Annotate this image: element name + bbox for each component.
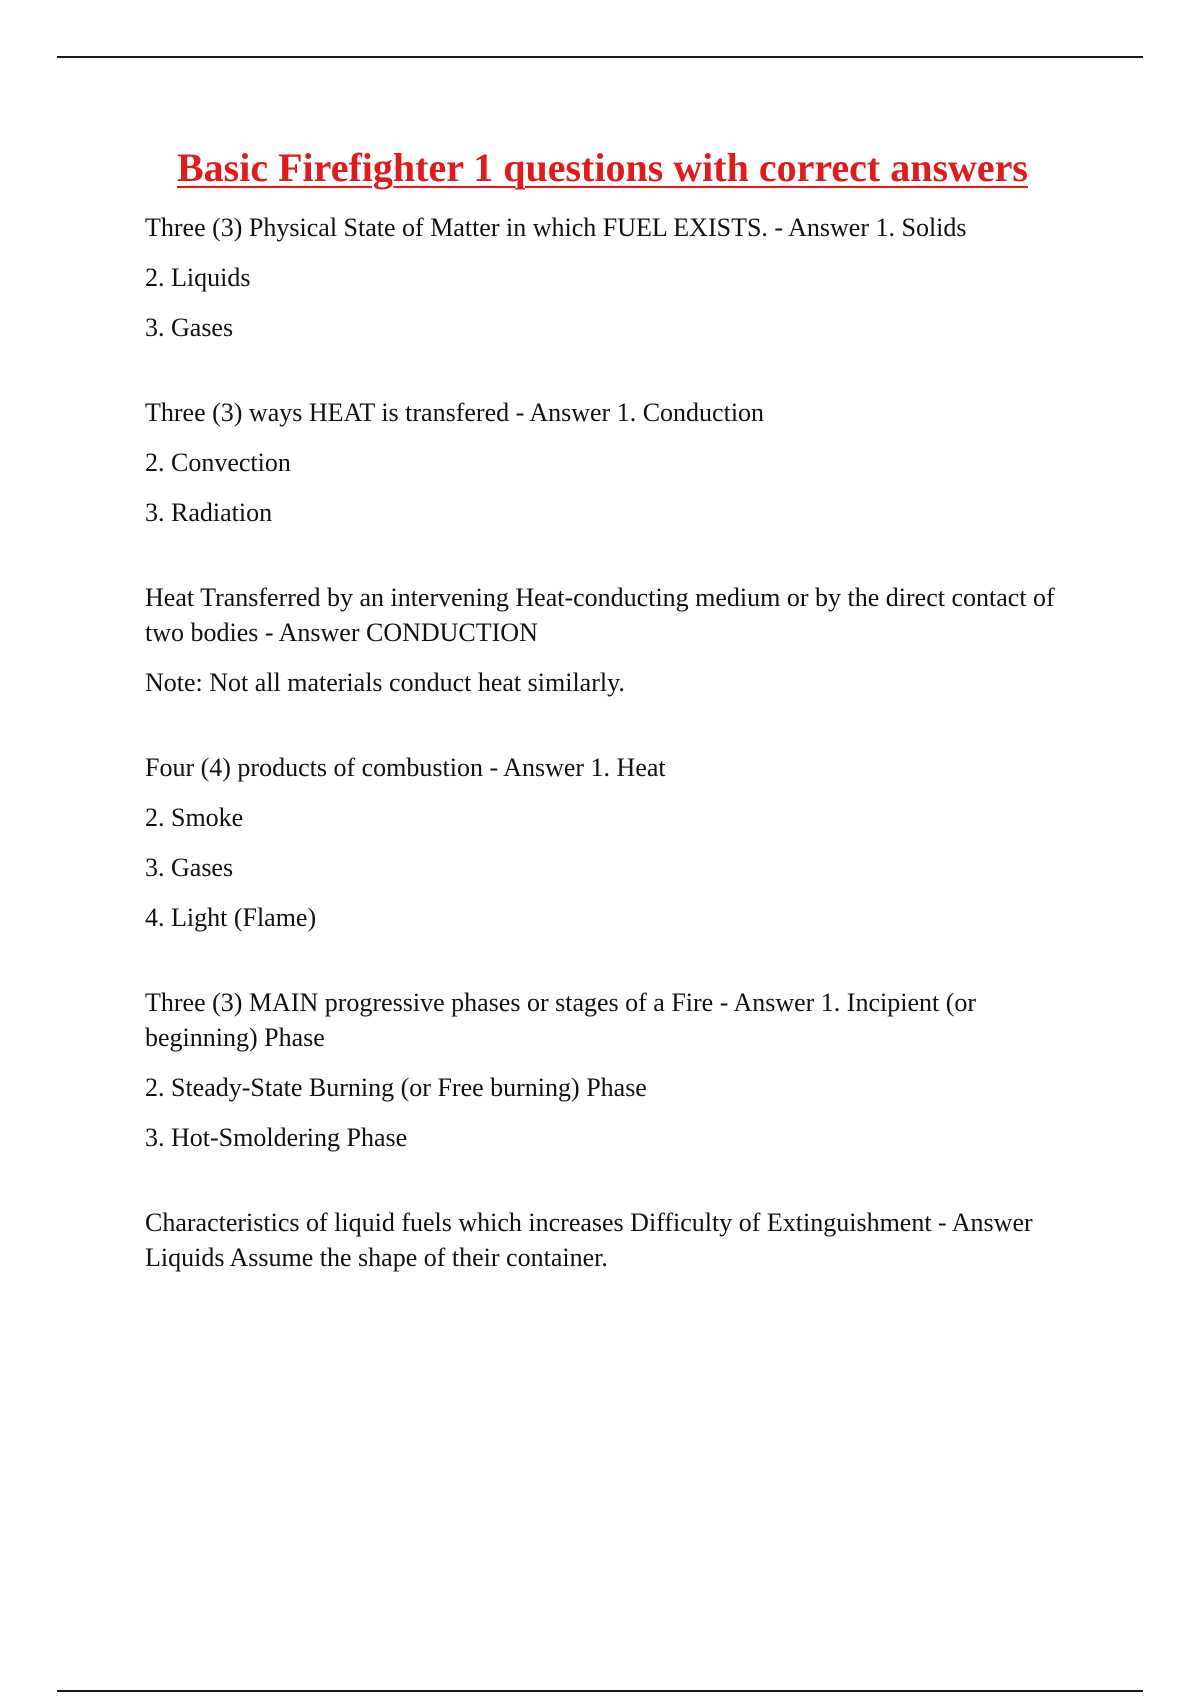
- answer-line: 2. Liquids: [145, 263, 251, 292]
- qa-block-matter-states: [145, 210, 1060, 345]
- answer-line: 4. Light (Flame): [145, 903, 317, 932]
- footer-rule: [57, 1690, 1143, 1692]
- qa-block-conduction: [145, 580, 1060, 700]
- document-title: Basic Firefighter 1 questions with correct answers: [177, 145, 1028, 190]
- document-body: [145, 140, 1060, 1325]
- answer-line: 2. Steady-State Burning (or Free burning) Phase: [145, 1073, 647, 1102]
- answer-line: 3. Gases: [145, 313, 234, 342]
- answer-line: 2. Smoke: [145, 803, 244, 832]
- note-line: Note: Not all materials conduct heat similarly.: [145, 668, 625, 697]
- answer-line: 2. Convection: [145, 448, 291, 477]
- qa-block-fire-phases: [145, 985, 1060, 1155]
- question-line: Three (3) ways HEAT is transfered - Answer 1. Conduction: [145, 398, 765, 427]
- qa-block-heat-transfer: [145, 395, 1060, 530]
- question-line: Three (3) MAIN progressive phases or stages of a Fire - Answer 1. Incipient (or beginning) Phase: [145, 988, 977, 1052]
- answer-line: 3. Hot-Smoldering Phase: [145, 1123, 408, 1152]
- header-rule: [57, 56, 1143, 58]
- question-line: Characteristics of liquid fuels which increases Difficulty of Extinguishment - Answer Liquids Assume the shape of their container.: [145, 1208, 1033, 1272]
- question-line: Heat Transferred by an intervening Heat-conducting medium or by the direct contact of two bodies - Answer CONDUCTION: [145, 583, 1055, 647]
- qa-block-combustion-products: [145, 750, 1060, 935]
- question-line: Three (3) Physical State of Matter in which FUEL EXISTS. - Answer 1. Solids: [145, 213, 967, 242]
- answer-line: 3. Gases: [145, 853, 234, 882]
- question-line: Four (4) products of combustion - Answer 1. Heat: [145, 753, 666, 782]
- answer-line: 3. Radiation: [145, 498, 273, 527]
- qa-block-liquid-fuels: [145, 1205, 1060, 1275]
